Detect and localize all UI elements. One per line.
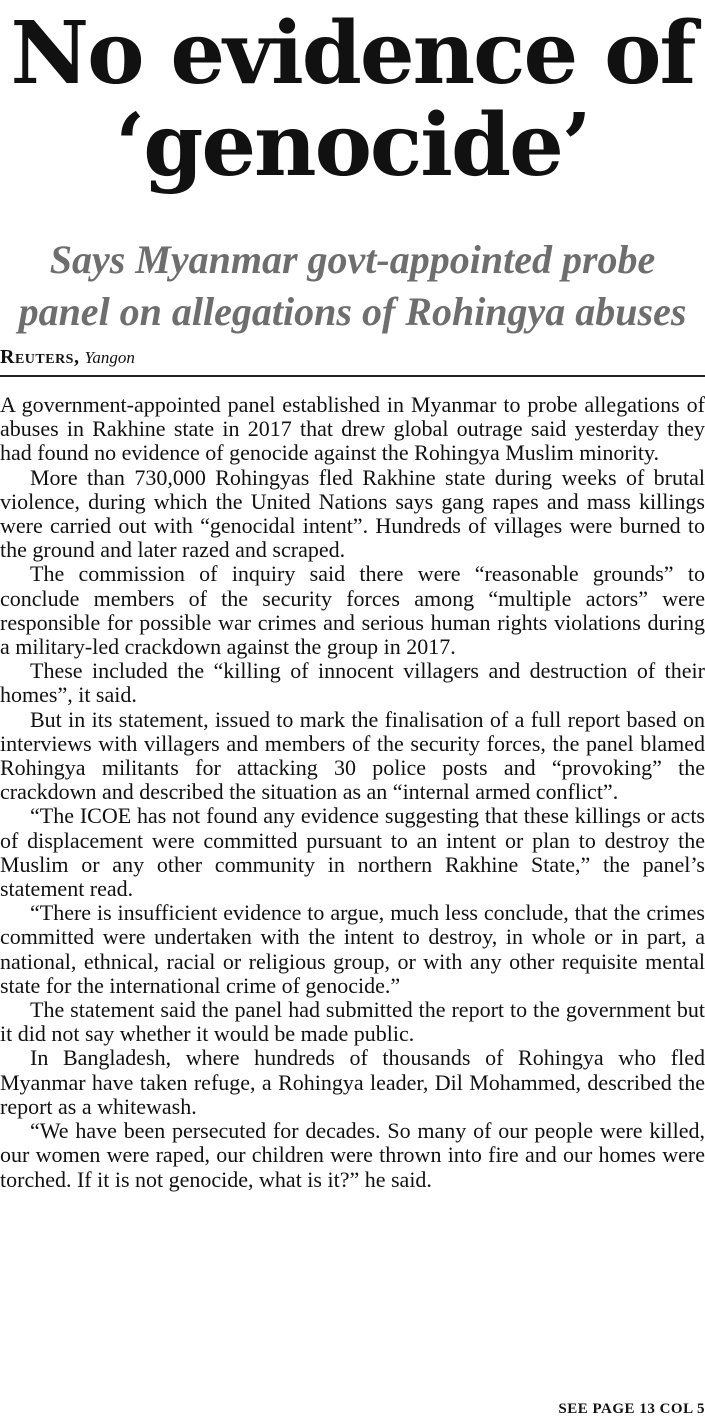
headline-line-1: No evidence of <box>10 3 695 104</box>
article-paragraph: In Bangladesh, where hundreds of thousands of Rohingya who fled Myanmar have taken refuge, a Rohingya leader, Dil Mohammed, described the report as a whitewash. <box>0 1045 705 1119</box>
article-paragraph: More than 730,000 Rohingyas fled Rakhine state during weeks of brutal violence, during which the United Nations says gang rapes and mass killings were carried out with “genocidal intent”. Hundreds of villages were burned to the ground and later razed and scraped. <box>0 464 705 563</box>
continuation-jump: SEE PAGE 13 COL 5 <box>558 1401 705 1417</box>
article-body <box>0 393 705 1192</box>
article-paragraph: These included the “killing of innocent villagers and destruction of their homes”, it said. <box>0 658 705 708</box>
article-paragraph: The commission of inquiry said there were “reasonable grounds” to conclude members of the security forces among “multiple actors” were responsible for possible war crimes and serious human rights violations during a military-led crackdown against the group in 2017. <box>0 561 705 660</box>
article-paragraph: The statement said the panel had submitted the report to the government but it did not say whether it would be made public. <box>0 997 705 1047</box>
article-paragraph: A government-appointed panel established in Myanmar to probe allegations of abuses in Rakhine state in 2017 that drew global outrage said yesterday they had found no evidence of genocide against the Rohingya Muslim minority. <box>0 392 705 466</box>
article-paragraph: But in its statement, issued to mark the finalisation of a full report based on interviews with villagers and members of the security forces, the panel blamed Rohingya militants for attacking 30 police posts and “provoking” the crackdown and described the situation as an “internal armed conflict”. <box>0 706 705 805</box>
article-paragraph: “We have been persecuted for decades. So many of our people were killed, our women were raped, our children were thrown into fire and our homes were torched. If it is not genocide, what is it?” he said. <box>0 1118 705 1192</box>
byline <box>0 345 135 370</box>
byline-agency: Reuters, <box>0 346 80 368</box>
article-paragraph: “The ICOE has not found any evidence suggesting that these killings or acts of displacement were committed pursuant to an intent or plan to destroy the Muslim or any other community in northern Rakhine State,” the panel’s statement read. <box>0 803 705 902</box>
article-paragraph: “There is insufficient evidence to argue, much less conclude, that the crimes committed were undertaken with the intent to destroy, in whole or in part, a national, ethnical, racial or religious group, or with any other requisite mental state for the international crime of genocide.” <box>0 900 705 998</box>
subheadline-line-2: panel on allegations of Rohingya abuses <box>18 289 687 334</box>
divider-rule <box>0 375 705 377</box>
subheadline-line-1: Says Myanmar govt-appointed probe <box>49 237 656 282</box>
subheadline <box>0 234 705 338</box>
headline <box>0 3 705 196</box>
byline-location: Yangon <box>84 348 135 367</box>
headline-line-2: ‘genocide’ <box>115 95 590 196</box>
